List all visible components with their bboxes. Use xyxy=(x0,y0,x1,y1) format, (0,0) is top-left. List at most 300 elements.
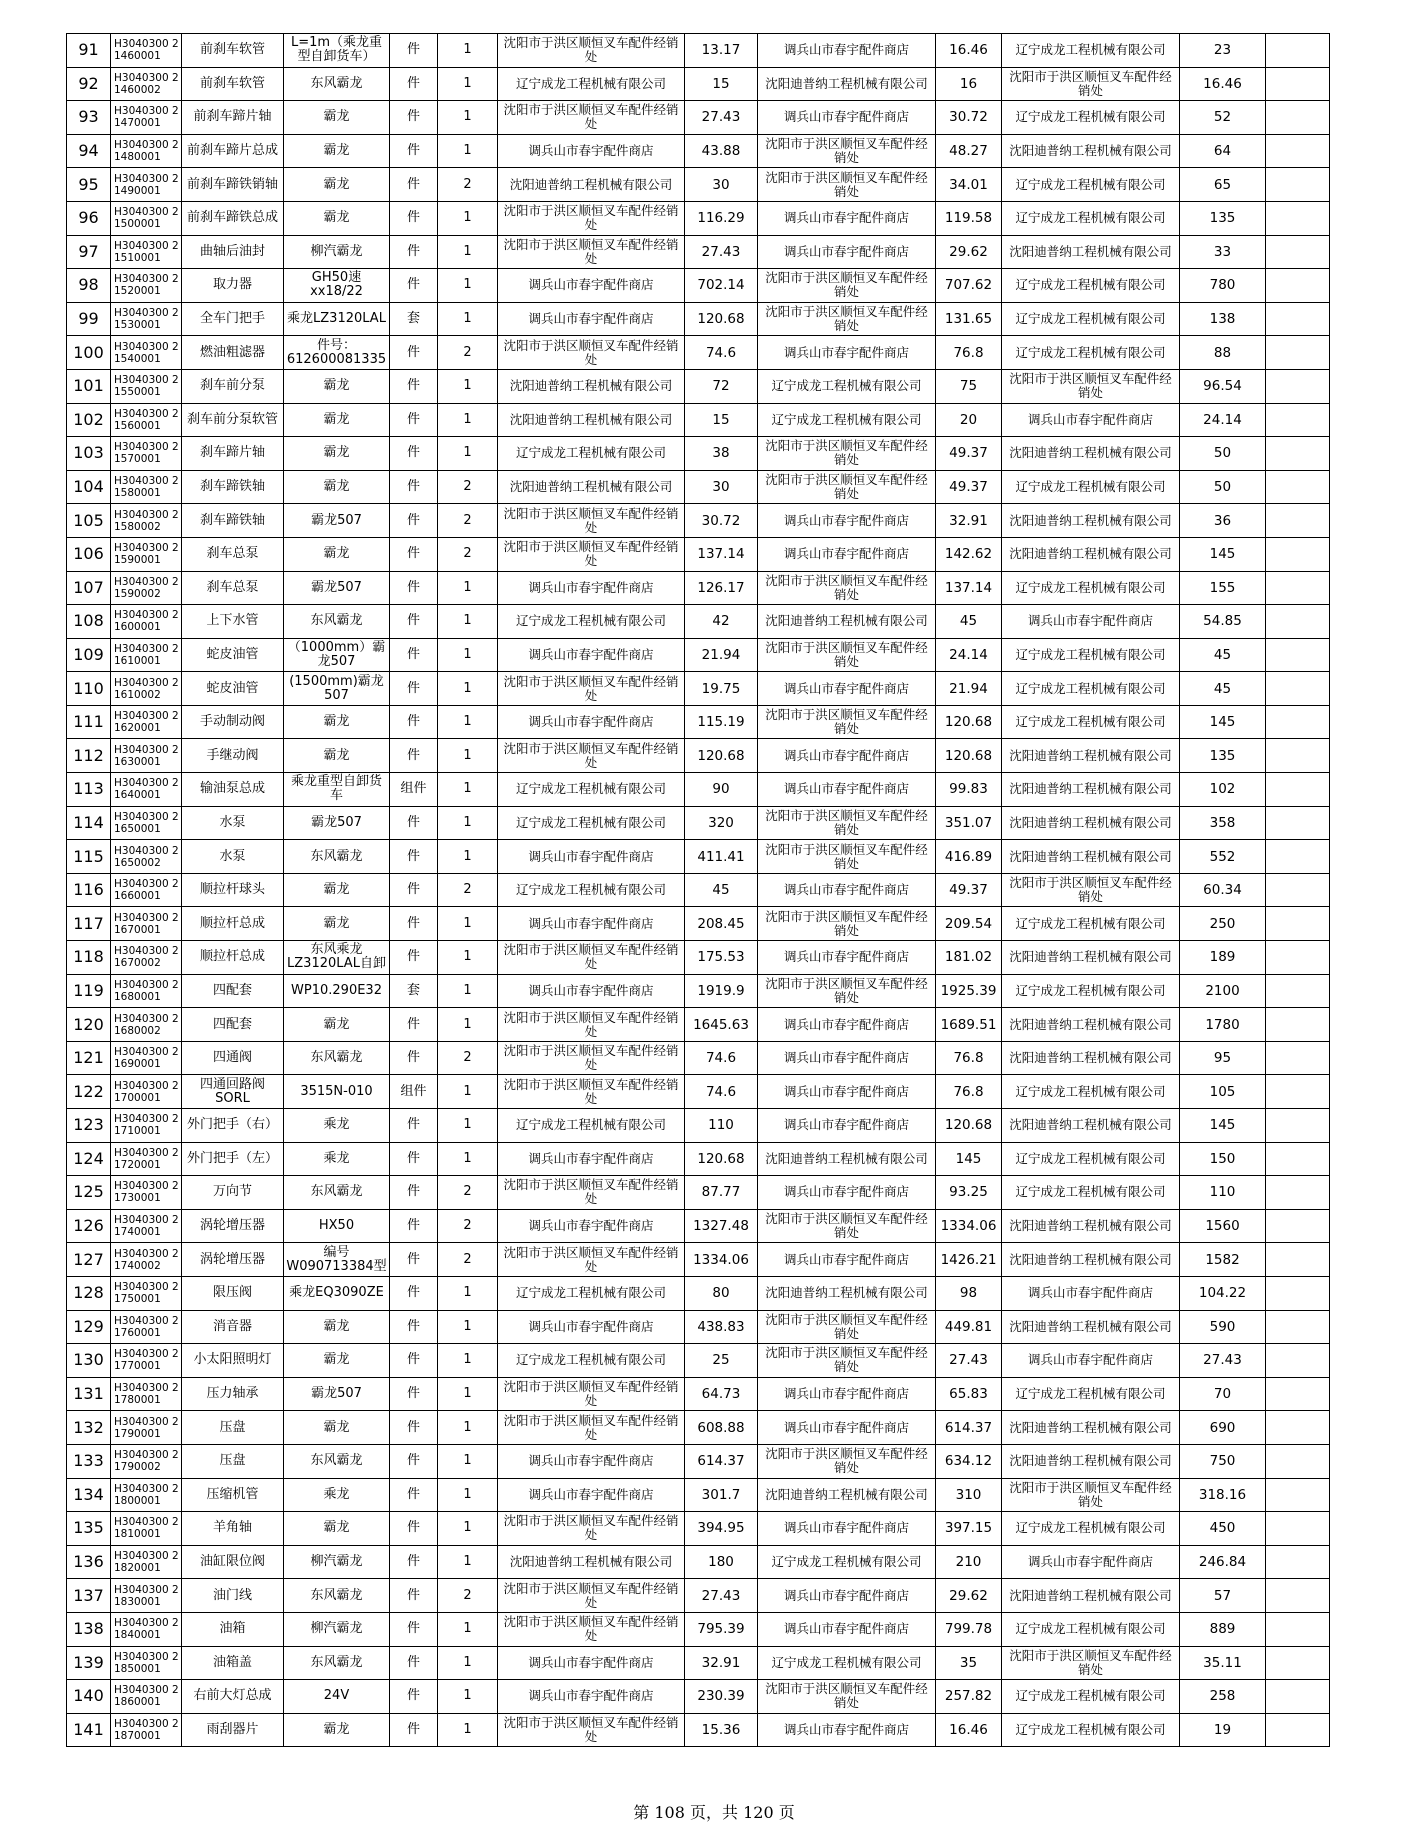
cell-price-3: 19 xyxy=(1180,1713,1266,1747)
cell-part-code: H3040300 21720001 xyxy=(111,1142,182,1176)
cell-row-number: 117 xyxy=(67,907,111,941)
cell-price-1: 30 xyxy=(685,470,758,504)
cell-row-number: 122 xyxy=(67,1075,111,1109)
cell-part-code: H3040300 21460001 xyxy=(111,34,182,68)
cell-price-2: 76.8 xyxy=(936,1041,1002,1075)
table-row xyxy=(67,1276,1330,1310)
cell-price-2: 99.83 xyxy=(936,773,1002,807)
cell-part-model: 东风霸龙 xyxy=(284,1041,390,1075)
cell-remark xyxy=(1266,1713,1330,1747)
table-row xyxy=(67,336,1330,370)
cell-price-1: 614.37 xyxy=(685,1444,758,1478)
cell-supplier-3: 辽宁成龙工程机械有限公司 xyxy=(1002,101,1180,135)
cell-part-name: 压盘 xyxy=(182,1444,284,1478)
cell-price-3: 45 xyxy=(1180,672,1266,706)
cell-remark xyxy=(1266,1411,1330,1445)
cell-price-3: 1582 xyxy=(1180,1243,1266,1277)
cell-remark xyxy=(1266,974,1330,1008)
cell-quantity: 1 xyxy=(438,1612,498,1646)
cell-supplier-1: 沈阳市于洪区顺恒叉车配件经销处 xyxy=(498,1243,685,1277)
cell-supplier-3: 辽宁成龙工程机械有限公司 xyxy=(1002,1713,1180,1747)
cell-supplier-1: 沈阳市于洪区顺恒叉车配件经销处 xyxy=(498,1377,685,1411)
cell-unit: 件 xyxy=(390,1377,438,1411)
cell-supplier-2: 调兵山市春宇配件商店 xyxy=(758,739,936,773)
cell-part-code: H3040300 21680002 xyxy=(111,1008,182,1042)
cell-price-3: 104.22 xyxy=(1180,1276,1266,1310)
cell-price-2: 16 xyxy=(936,67,1002,101)
cell-quantity: 2 xyxy=(438,1176,498,1210)
cell-unit: 件 xyxy=(390,1109,438,1143)
cell-part-code: H3040300 21810001 xyxy=(111,1512,182,1546)
cell-unit: 件 xyxy=(390,1142,438,1176)
cell-remark xyxy=(1266,1377,1330,1411)
cell-part-code: H3040300 21590001 xyxy=(111,537,182,571)
cell-part-model: 霸龙 xyxy=(284,537,390,571)
cell-remark xyxy=(1266,605,1330,639)
cell-part-name: 限压阀 xyxy=(182,1276,284,1310)
cell-part-name: 刹车蹄铁轴 xyxy=(182,470,284,504)
cell-price-1: 438.83 xyxy=(685,1310,758,1344)
cell-remark xyxy=(1266,235,1330,269)
cell-remark xyxy=(1266,369,1330,403)
cell-supplier-3: 沈阳迪普纳工程机械有限公司 xyxy=(1002,537,1180,571)
cell-supplier-3: 沈阳迪普纳工程机械有限公司 xyxy=(1002,1310,1180,1344)
cell-supplier-2: 调兵山市春宇配件商店 xyxy=(758,1075,936,1109)
cell-part-model: 霸龙 xyxy=(284,369,390,403)
cell-unit: 组件 xyxy=(390,773,438,807)
cell-supplier-1: 沈阳市于洪区顺恒叉车配件经销处 xyxy=(498,1176,685,1210)
cell-quantity: 1 xyxy=(438,34,498,68)
cell-remark xyxy=(1266,302,1330,336)
cell-price-3: 110 xyxy=(1180,1176,1266,1210)
cell-price-1: 15 xyxy=(685,403,758,437)
table-row xyxy=(67,1008,1330,1042)
cell-part-model: 东风乘龙LZ3120LAL自卸 xyxy=(284,941,390,975)
cell-unit: 件 xyxy=(390,67,438,101)
cell-quantity: 1 xyxy=(438,941,498,975)
cell-supplier-2: 沈阳市于洪区顺恒叉车配件经销处 xyxy=(758,269,936,303)
cell-row-number: 112 xyxy=(67,739,111,773)
cell-price-1: 1645.63 xyxy=(685,1008,758,1042)
table-row xyxy=(67,537,1330,571)
cell-unit: 件 xyxy=(390,1612,438,1646)
cell-part-code: H3040300 21640001 xyxy=(111,773,182,807)
cell-unit: 件 xyxy=(390,201,438,235)
cell-remark xyxy=(1266,1579,1330,1613)
cell-supplier-2: 沈阳市于洪区顺恒叉车配件经销处 xyxy=(758,302,936,336)
cell-row-number: 141 xyxy=(67,1713,111,1747)
cell-remark xyxy=(1266,1344,1330,1378)
cell-price-2: 45 xyxy=(936,605,1002,639)
cell-part-name: 油缸限位阀 xyxy=(182,1545,284,1579)
table-row xyxy=(67,873,1330,907)
cell-part-code: H3040300 21760001 xyxy=(111,1310,182,1344)
cell-part-code: H3040300 21610001 xyxy=(111,638,182,672)
cell-price-2: 120.68 xyxy=(936,705,1002,739)
cell-unit: 件 xyxy=(390,1209,438,1243)
cell-remark xyxy=(1266,1075,1330,1109)
cell-unit: 件 xyxy=(390,638,438,672)
cell-price-1: 120.68 xyxy=(685,739,758,773)
cell-row-number: 107 xyxy=(67,571,111,605)
cell-price-2: 310 xyxy=(936,1478,1002,1512)
cell-price-2: 634.12 xyxy=(936,1444,1002,1478)
cell-price-1: 394.95 xyxy=(685,1512,758,1546)
cell-price-2: 120.68 xyxy=(936,1109,1002,1143)
cell-remark xyxy=(1266,1176,1330,1210)
cell-price-3: 105 xyxy=(1180,1075,1266,1109)
cell-supplier-3: 辽宁成龙工程机械有限公司 xyxy=(1002,201,1180,235)
table-row xyxy=(67,974,1330,1008)
cell-supplier-3: 辽宁成龙工程机械有限公司 xyxy=(1002,705,1180,739)
cell-quantity: 1 xyxy=(438,1512,498,1546)
cell-supplier-2: 调兵山市春宇配件商店 xyxy=(758,773,936,807)
cell-part-name: 油门线 xyxy=(182,1579,284,1613)
cell-unit: 件 xyxy=(390,605,438,639)
cell-row-number: 96 xyxy=(67,201,111,235)
cell-supplier-3: 沈阳迪普纳工程机械有限公司 xyxy=(1002,504,1180,538)
cell-price-2: 20 xyxy=(936,403,1002,437)
cell-row-number: 127 xyxy=(67,1243,111,1277)
table-row xyxy=(67,504,1330,538)
cell-unit: 件 xyxy=(390,571,438,605)
cell-remark xyxy=(1266,1310,1330,1344)
cell-row-number: 128 xyxy=(67,1276,111,1310)
cell-row-number: 114 xyxy=(67,806,111,840)
cell-quantity: 1 xyxy=(438,672,498,706)
cell-part-model: 霸龙 xyxy=(284,1512,390,1546)
cell-supplier-3: 沈阳市于洪区顺恒叉车配件经销处 xyxy=(1002,369,1180,403)
cell-supplier-3: 调兵山市春宇配件商店 xyxy=(1002,1545,1180,1579)
cell-price-1: 19.75 xyxy=(685,672,758,706)
cell-supplier-2: 调兵山市春宇配件商店 xyxy=(758,34,936,68)
cell-row-number: 137 xyxy=(67,1579,111,1613)
cell-unit: 套 xyxy=(390,302,438,336)
cell-price-2: 397.15 xyxy=(936,1512,1002,1546)
cell-supplier-2: 辽宁成龙工程机械有限公司 xyxy=(758,369,936,403)
table-row xyxy=(67,638,1330,672)
cell-supplier-1: 调兵山市春宇配件商店 xyxy=(498,907,685,941)
cell-supplier-1: 调兵山市春宇配件商店 xyxy=(498,1209,685,1243)
table-row xyxy=(67,302,1330,336)
cell-part-model: 乘龙 xyxy=(284,1142,390,1176)
cell-quantity: 1 xyxy=(438,1276,498,1310)
cell-price-3: 552 xyxy=(1180,840,1266,874)
cell-price-3: 250 xyxy=(1180,907,1266,941)
cell-part-code: H3040300 21780001 xyxy=(111,1377,182,1411)
cell-quantity: 2 xyxy=(438,336,498,370)
cell-supplier-1: 沈阳市于洪区顺恒叉车配件经销处 xyxy=(498,1512,685,1546)
cell-quantity: 2 xyxy=(438,1243,498,1277)
cell-price-2: 65.83 xyxy=(936,1377,1002,1411)
cell-supplier-1: 辽宁成龙工程机械有限公司 xyxy=(498,605,685,639)
cell-supplier-2: 沈阳市于洪区顺恒叉车配件经销处 xyxy=(758,638,936,672)
cell-unit: 件 xyxy=(390,1041,438,1075)
cell-price-3: 135 xyxy=(1180,739,1266,773)
cell-remark xyxy=(1266,1545,1330,1579)
cell-supplier-2: 调兵山市春宇配件商店 xyxy=(758,1377,936,1411)
cell-remark xyxy=(1266,1243,1330,1277)
cell-quantity: 1 xyxy=(438,974,498,1008)
table-row xyxy=(67,1176,1330,1210)
cell-supplier-3: 辽宁成龙工程机械有限公司 xyxy=(1002,470,1180,504)
cell-part-model: 乘龙LZ3120LAL xyxy=(284,302,390,336)
cell-price-1: 74.6 xyxy=(685,1041,758,1075)
cell-supplier-2: 辽宁成龙工程机械有限公司 xyxy=(758,1545,936,1579)
cell-supplier-3: 沈阳市于洪区顺恒叉车配件经销处 xyxy=(1002,67,1180,101)
cell-part-code: H3040300 21570001 xyxy=(111,437,182,471)
cell-supplier-2: 调兵山市春宇配件商店 xyxy=(758,336,936,370)
cell-supplier-3: 沈阳迪普纳工程机械有限公司 xyxy=(1002,1109,1180,1143)
cell-price-2: 799.78 xyxy=(936,1612,1002,1646)
cell-price-1: 137.14 xyxy=(685,537,758,571)
cell-part-model: (1500mm)霸龙507 xyxy=(284,672,390,706)
cell-supplier-3: 调兵山市春宇配件商店 xyxy=(1002,1276,1180,1310)
cell-remark xyxy=(1266,1276,1330,1310)
cell-supplier-3: 沈阳迪普纳工程机械有限公司 xyxy=(1002,941,1180,975)
cell-remark xyxy=(1266,873,1330,907)
cell-price-1: 38 xyxy=(685,437,758,471)
cell-price-3: 65 xyxy=(1180,168,1266,202)
cell-supplier-3: 沈阳迪普纳工程机械有限公司 xyxy=(1002,806,1180,840)
cell-part-name: 刹车蹄片轴 xyxy=(182,437,284,471)
cell-part-model: 霸龙 xyxy=(284,1411,390,1445)
cell-quantity: 1 xyxy=(438,101,498,135)
cell-supplier-1: 调兵山市春宇配件商店 xyxy=(498,269,685,303)
cell-quantity: 1 xyxy=(438,369,498,403)
cell-row-number: 121 xyxy=(67,1041,111,1075)
cell-supplier-2: 沈阳市于洪区顺恒叉车配件经销处 xyxy=(758,907,936,941)
cell-part-name: 手继动阀 xyxy=(182,739,284,773)
cell-part-code: H3040300 21500001 xyxy=(111,201,182,235)
cell-part-code: H3040300 21800001 xyxy=(111,1478,182,1512)
cell-supplier-1: 辽宁成龙工程机械有限公司 xyxy=(498,873,685,907)
table-row xyxy=(67,571,1330,605)
cell-row-number: 124 xyxy=(67,1142,111,1176)
cell-part-model: 乘龙EQ3090ZE xyxy=(284,1276,390,1310)
cell-supplier-2: 辽宁成龙工程机械有限公司 xyxy=(758,1646,936,1680)
cell-supplier-1: 调兵山市春宇配件商店 xyxy=(498,1646,685,1680)
cell-part-name: 四通阀 xyxy=(182,1041,284,1075)
cell-supplier-1: 沈阳市于洪区顺恒叉车配件经销处 xyxy=(498,1713,685,1747)
cell-remark xyxy=(1266,1109,1330,1143)
cell-part-code: H3040300 21740001 xyxy=(111,1209,182,1243)
table-row xyxy=(67,1142,1330,1176)
cell-price-3: 50 xyxy=(1180,437,1266,471)
table-row xyxy=(67,437,1330,471)
cell-price-3: 590 xyxy=(1180,1310,1266,1344)
cell-part-name: 羊角轴 xyxy=(182,1512,284,1546)
cell-price-1: 30 xyxy=(685,168,758,202)
cell-part-model: 东风霸龙 xyxy=(284,1444,390,1478)
cell-part-code: H3040300 21710001 xyxy=(111,1109,182,1143)
cell-supplier-2: 沈阳迪普纳工程机械有限公司 xyxy=(758,67,936,101)
cell-price-2: 210 xyxy=(936,1545,1002,1579)
cell-part-name: 压缩机管 xyxy=(182,1478,284,1512)
cell-unit: 件 xyxy=(390,705,438,739)
cell-supplier-3: 辽宁成龙工程机械有限公司 xyxy=(1002,168,1180,202)
cell-part-code: H3040300 21520001 xyxy=(111,269,182,303)
cell-price-2: 30.72 xyxy=(936,101,1002,135)
cell-supplier-3: 辽宁成龙工程机械有限公司 xyxy=(1002,1075,1180,1109)
cell-remark xyxy=(1266,1646,1330,1680)
cell-row-number: 93 xyxy=(67,101,111,135)
cell-supplier-1: 沈阳市于洪区顺恒叉车配件经销处 xyxy=(498,504,685,538)
cell-quantity: 1 xyxy=(438,235,498,269)
table-body xyxy=(67,34,1330,1747)
cell-price-1: 126.17 xyxy=(685,571,758,605)
cell-quantity: 1 xyxy=(438,1478,498,1512)
cell-price-3: 358 xyxy=(1180,806,1266,840)
cell-unit: 件 xyxy=(390,840,438,874)
cell-supplier-2: 调兵山市春宇配件商店 xyxy=(758,672,936,706)
cell-part-code: H3040300 21540001 xyxy=(111,336,182,370)
cell-supplier-2: 沈阳市于洪区顺恒叉车配件经销处 xyxy=(758,168,936,202)
cell-part-model: 霸龙 xyxy=(284,1344,390,1378)
cell-part-model: 霸龙 xyxy=(284,1713,390,1747)
cell-supplier-1: 沈阳市于洪区顺恒叉车配件经销处 xyxy=(498,1579,685,1613)
cell-part-name: 四配套 xyxy=(182,1008,284,1042)
cell-row-number: 126 xyxy=(67,1209,111,1243)
cell-part-name: 水泵 xyxy=(182,806,284,840)
cell-price-3: 16.46 xyxy=(1180,67,1266,101)
cell-supplier-3: 辽宁成龙工程机械有限公司 xyxy=(1002,571,1180,605)
cell-supplier-3: 沈阳迪普纳工程机械有限公司 xyxy=(1002,1041,1180,1075)
cell-row-number: 98 xyxy=(67,269,111,303)
cell-remark xyxy=(1266,134,1330,168)
cell-price-3: 138 xyxy=(1180,302,1266,336)
cell-quantity: 1 xyxy=(438,1713,498,1747)
cell-supplier-1: 沈阳市于洪区顺恒叉车配件经销处 xyxy=(498,34,685,68)
table-row xyxy=(67,941,1330,975)
cell-part-model: L=1m（乘龙重型自卸货车） xyxy=(284,34,390,68)
cell-part-code: H3040300 21470001 xyxy=(111,101,182,135)
cell-unit: 件 xyxy=(390,1344,438,1378)
cell-row-number: 100 xyxy=(67,336,111,370)
cell-row-number: 138 xyxy=(67,1612,111,1646)
cell-price-3: 318.16 xyxy=(1180,1478,1266,1512)
cell-supplier-2: 沈阳市于洪区顺恒叉车配件经销处 xyxy=(758,806,936,840)
cell-part-code: H3040300 21830001 xyxy=(111,1579,182,1613)
cell-price-1: 80 xyxy=(685,1276,758,1310)
cell-supplier-1: 调兵山市春宇配件商店 xyxy=(498,1142,685,1176)
cell-part-name: 顺拉杆球头 xyxy=(182,873,284,907)
cell-price-2: 29.62 xyxy=(936,235,1002,269)
cell-quantity: 1 xyxy=(438,269,498,303)
cell-part-code: H3040300 21670002 xyxy=(111,941,182,975)
table-row xyxy=(67,1243,1330,1277)
cell-supplier-2: 沈阳市于洪区顺恒叉车配件经销处 xyxy=(758,134,936,168)
cell-price-1: 608.88 xyxy=(685,1411,758,1445)
cell-quantity: 1 xyxy=(438,605,498,639)
cell-part-model: 乘龙 xyxy=(284,1478,390,1512)
cell-price-3: 889 xyxy=(1180,1612,1266,1646)
cell-quantity: 1 xyxy=(438,773,498,807)
cell-supplier-3: 辽宁成龙工程机械有限公司 xyxy=(1002,336,1180,370)
cell-part-model: 霸龙 xyxy=(284,437,390,471)
cell-part-code: H3040300 21530001 xyxy=(111,302,182,336)
cell-supplier-3: 辽宁成龙工程机械有限公司 xyxy=(1002,302,1180,336)
cell-price-2: 35 xyxy=(936,1646,1002,1680)
cell-part-code: H3040300 21620001 xyxy=(111,705,182,739)
cell-supplier-1: 沈阳市于洪区顺恒叉车配件经销处 xyxy=(498,1075,685,1109)
table-row xyxy=(67,1075,1330,1109)
cell-part-model: （1000mm）霸龙507 xyxy=(284,638,390,672)
cell-unit: 件 xyxy=(390,235,438,269)
cell-row-number: 123 xyxy=(67,1109,111,1143)
cell-row-number: 118 xyxy=(67,941,111,975)
cell-supplier-2: 沈阳市于洪区顺恒叉车配件经销处 xyxy=(758,1680,936,1714)
cell-price-2: 351.07 xyxy=(936,806,1002,840)
cell-part-name: 外门把手（左） xyxy=(182,1142,284,1176)
cell-part-name: 前刹车软管 xyxy=(182,67,284,101)
cell-part-name: 油箱 xyxy=(182,1612,284,1646)
cell-part-model: 件号：612600081335 xyxy=(284,336,390,370)
cell-supplier-2: 调兵山市春宇配件商店 xyxy=(758,1612,936,1646)
cell-supplier-3: 沈阳迪普纳工程机械有限公司 xyxy=(1002,1209,1180,1243)
cell-supplier-1: 调兵山市春宇配件商店 xyxy=(498,705,685,739)
cell-part-model: 东风霸龙 xyxy=(284,1579,390,1613)
cell-price-2: 131.65 xyxy=(936,302,1002,336)
table-row xyxy=(67,134,1330,168)
cell-supplier-2: 沈阳迪普纳工程机械有限公司 xyxy=(758,1478,936,1512)
cell-part-model: 霸龙 xyxy=(284,705,390,739)
cell-quantity: 1 xyxy=(438,1075,498,1109)
cell-supplier-1: 沈阳市于洪区顺恒叉车配件经销处 xyxy=(498,336,685,370)
cell-supplier-2: 调兵山市春宇配件商店 xyxy=(758,1512,936,1546)
cell-unit: 件 xyxy=(390,537,438,571)
cell-supplier-1: 沈阳市于洪区顺恒叉车配件经销处 xyxy=(498,537,685,571)
cell-unit: 件 xyxy=(390,269,438,303)
cell-row-number: 135 xyxy=(67,1512,111,1546)
cell-supplier-1: 调兵山市春宇配件商店 xyxy=(498,1310,685,1344)
cell-supplier-2: 调兵山市春宇配件商店 xyxy=(758,201,936,235)
cell-part-code: H3040300 21680001 xyxy=(111,974,182,1008)
cell-part-model: 东风霸龙 xyxy=(284,1646,390,1680)
table-row xyxy=(67,605,1330,639)
cell-price-3: 780 xyxy=(1180,269,1266,303)
cell-supplier-2: 调兵山市春宇配件商店 xyxy=(758,101,936,135)
cell-price-3: 27.43 xyxy=(1180,1344,1266,1378)
table-row xyxy=(67,1545,1330,1579)
cell-part-model: 霸龙 xyxy=(284,201,390,235)
table-row xyxy=(67,907,1330,941)
cell-supplier-3: 沈阳迪普纳工程机械有限公司 xyxy=(1002,1008,1180,1042)
cell-price-3: 750 xyxy=(1180,1444,1266,1478)
cell-row-number: 116 xyxy=(67,873,111,907)
cell-price-3: 150 xyxy=(1180,1142,1266,1176)
cell-part-name: 压力轴承 xyxy=(182,1377,284,1411)
table-row xyxy=(67,1344,1330,1378)
cell-remark xyxy=(1266,1612,1330,1646)
cell-price-1: 320 xyxy=(685,806,758,840)
cell-row-number: 106 xyxy=(67,537,111,571)
cell-row-number: 139 xyxy=(67,1646,111,1680)
cell-part-model: 柳汽霸龙 xyxy=(284,235,390,269)
table-row xyxy=(67,101,1330,135)
cell-part-model: 24V xyxy=(284,1680,390,1714)
cell-supplier-1: 沈阳市于洪区顺恒叉车配件经销处 xyxy=(498,101,685,135)
cell-supplier-1: 调兵山市春宇配件商店 xyxy=(498,571,685,605)
cell-remark xyxy=(1266,672,1330,706)
cell-supplier-2: 调兵山市春宇配件商店 xyxy=(758,941,936,975)
cell-price-2: 75 xyxy=(936,369,1002,403)
cell-part-code: H3040300 21840001 xyxy=(111,1612,182,1646)
cell-remark xyxy=(1266,1209,1330,1243)
cell-part-name: 蛇皮油管 xyxy=(182,638,284,672)
cell-supplier-2: 沈阳市于洪区顺恒叉车配件经销处 xyxy=(758,1310,936,1344)
cell-part-model: 霸龙 xyxy=(284,1310,390,1344)
